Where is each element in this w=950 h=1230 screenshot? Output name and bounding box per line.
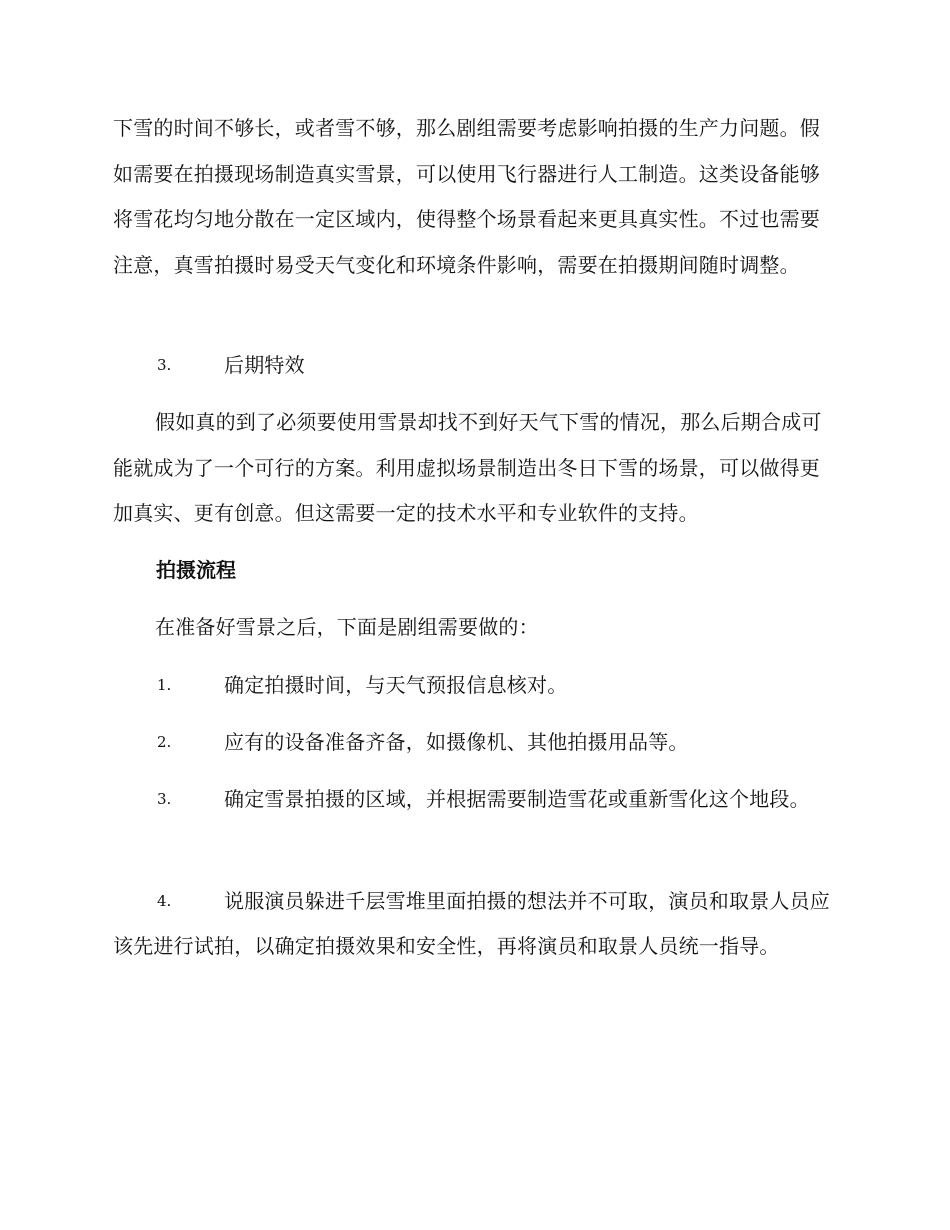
section-number: 3.	[157, 356, 172, 374]
list-item	[113, 777, 838, 822]
list-item-text: 确定拍摄时间，与天气预报信息核对。	[224, 673, 568, 697]
list-item-text: 确定雪景拍摄的区域，并根据需要制造雪花或重新雪化这个地段。	[224, 787, 810, 811]
section-post-effects	[113, 343, 838, 388]
list-item-number: 1.	[157, 676, 172, 694]
paragraph-intro: 在准备好雪景之后，下面是剧组需要做的：	[155, 615, 539, 639]
paragraph-snow-production: 下雪的时间不够长，或者雪不够，那么剧组需要考虑影响拍摄的生产力问题。假如需要在拍摄现场制造真实雪景，可以使用飞行器进行人工制造。这类设备能够将雪花均匀地分散在一定区域内，使得整个场景看起来更具真实性。不过也需要注意，真雪拍摄时易受天气变化和环境条件影响，需要在拍摄期间随时调整。	[113, 116, 820, 277]
section-title: 后期特效	[224, 353, 305, 377]
list-item-number: 4.	[157, 892, 172, 910]
paragraph-post-effects: 假如真的到了必须要使用雪景却找不到好天气下雪的情况，那么后期合成可能就成为了一个可行的方案。利用虚拟场景制造出冬日下雪的场景，可以做得更加真实、更有创意。但这需要一定的技术水平和专业软件的支持。	[113, 410, 822, 525]
heading-shooting-process: 拍摄流程	[156, 558, 236, 582]
list-item-number: 3.	[157, 790, 172, 808]
list-item-text: 说服演员躲进千层雪堆里面拍摄的想法并不可取，演员和取景人员应该先进行试拍，以确定拍摄效果和安全性，再将演员和取景人员统一指导。	[113, 889, 830, 958]
list-item	[113, 720, 838, 765]
list-item-text: 应有的设备准备齐备，如摄像机、其他拍摄用品等。	[224, 730, 689, 754]
list-item	[113, 879, 838, 969]
list-item-number: 2.	[157, 733, 172, 751]
list-item	[113, 663, 838, 708]
